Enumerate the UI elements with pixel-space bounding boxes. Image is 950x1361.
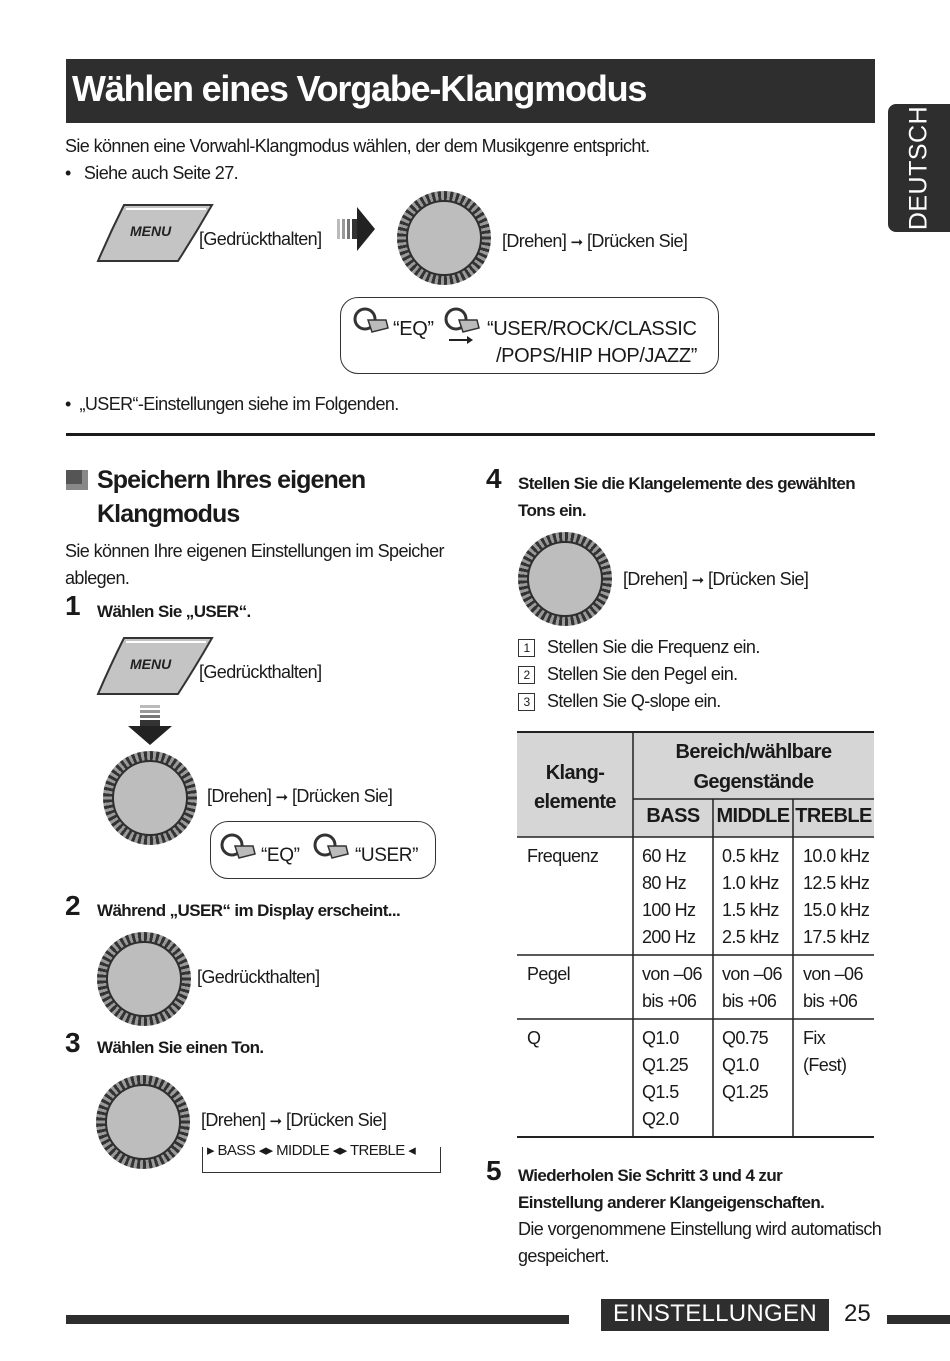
table-row-label: Pegel (527, 964, 571, 984)
page-title: Wählen eines Vorgabe-Klangmodus (72, 68, 647, 109)
step-4-item-1: 1 Stellen Sie die Frequenz ein. (518, 634, 760, 661)
table-head-elements: Klang- elemente (534, 762, 616, 813)
table-row-label: Frequenz (527, 846, 599, 866)
step-1-text: Wählen Sie „USER“. (97, 602, 251, 621)
step-4-line2: Tons ein. (518, 501, 586, 520)
user-label-step1: “USER” (355, 845, 419, 866)
table-head-range: Bereich/wählbare Gegenstände (675, 741, 832, 793)
control-dial-icon (518, 532, 612, 626)
menu-button-icon (96, 636, 214, 696)
table-col-middle: MIDDLE (716, 805, 790, 827)
section-heading-1: Speichern Ihres eigenen (97, 466, 366, 494)
turn-press-step1: [Drehen] ➞ [Drücken Sie] (207, 786, 393, 806)
tone-cycle: ▸ BASS ◂▸ MIDDLE ◂▸ TREBLE ◂ (207, 1142, 416, 1159)
table-cell: 60 Hz 80 Hz 100 Hz 200 Hz (642, 846, 696, 947)
table-col-treble: TREBLE (795, 805, 872, 827)
intro-bullet-text: Siehe auch Seite 27. (83, 163, 239, 183)
step-5-line2: Einstellung anderer Klangeigenschaften. (518, 1193, 825, 1212)
rotate-hand-icon (443, 306, 483, 346)
hold-label-top: [Gedrückthalten] (199, 229, 322, 249)
section-desc-2: ablegen. (65, 568, 130, 588)
rotate-hand-icon (219, 832, 259, 862)
footer-bar-left (66, 1315, 569, 1324)
menu-button-label: MENU (130, 223, 172, 239)
language-tab (888, 104, 950, 232)
footer-bar-right (887, 1315, 950, 1324)
turn-press-step3: [Drehen] ➞ [Drücken Sie] (201, 1110, 387, 1130)
next-arrow-icon (337, 207, 375, 251)
hold-label-step1: [Gedrückthalten] (199, 662, 322, 682)
menu-button-icon (96, 203, 214, 263)
step-5-number: 5 (486, 1155, 502, 1186)
step-1-number: 1 (65, 590, 81, 621)
step-4-item-2: 2 Stellen Sie den Pegel ein. (518, 661, 738, 688)
modes-line1: “USER/ROCK/CLASSIC (487, 318, 697, 340)
turn-press-step4: [Drehen] ➞ [Drücken Sie] (623, 569, 809, 589)
step-4-number: 4 (486, 463, 502, 494)
step-2-text: Während „USER“ im Display erscheint... (97, 901, 401, 920)
table-cell: von –06 bis +06 (803, 964, 863, 1011)
svg-text:MENU: MENU (130, 656, 172, 672)
section-heading-2: Klangmodus (97, 500, 240, 528)
table-cell: 10.0 kHz 12.5 kHz 15.0 kHz 17.5 kHz (803, 846, 870, 947)
press-hand-icon (312, 832, 352, 862)
user-note-text: „USER“-Einstellungen siehe im Folgenden. (79, 394, 399, 414)
language-tab-label: DEUTSCH (904, 105, 933, 231)
table-cell: 0.5 kHz 1.0 kHz 1.5 kHz 2.5 kHz (722, 846, 779, 947)
tone-treble: TREBLE (349, 1142, 405, 1159)
control-dial-icon (97, 932, 191, 1026)
tone-middle: MIDDLE (276, 1142, 330, 1159)
table-cell: von –06 bis +06 (642, 964, 702, 1011)
arrow-right-icon: ➞ (570, 234, 583, 251)
step-5-line4: gespeichert. (518, 1246, 609, 1266)
table-cell: Q0.75 Q1.0 Q1.25 (722, 1028, 769, 1102)
eq-label: “EQ” (393, 318, 434, 340)
down-arrow-icon (128, 705, 172, 745)
modes-line2: /POPS/HIP HOP/JAZZ” (496, 345, 697, 367)
footer-section-label: EINSTELLUNGEN (613, 1300, 817, 1327)
user-note: • „USER“-Einstellungen siehe im Folgenden. (65, 394, 399, 414)
intro-bullet: • Siehe auch Seite 27. (65, 163, 239, 183)
table-row-label: Q (527, 1028, 541, 1048)
section-square-icon (66, 470, 88, 490)
step-4-item-3: 3 Stellen Sie Q-slope ein. (518, 688, 721, 715)
intro-text: Sie können eine Vorwahl-Klangmodus wählen, der dem Musikgenre entspricht. (65, 136, 650, 156)
control-dial-icon (397, 191, 491, 285)
section-desc-1: Sie können Ihre eigenen Einstellungen im Speicher (65, 541, 444, 561)
step-3-number: 3 (65, 1027, 81, 1058)
control-dial-icon (96, 1075, 190, 1169)
table-col-bass: BASS (646, 805, 700, 827)
step-5-line1: Wiederholen Sie Schritt 3 und 4 zur (518, 1166, 783, 1185)
table-cell: von –06 bis +06 (722, 964, 782, 1011)
tone-bass: BASS (217, 1142, 256, 1159)
turn-label: [Drehen] (502, 231, 567, 251)
rotate-hand-icon (352, 306, 392, 336)
step-5-line3: Die vorgenommene Einstellung wird automatisch (518, 1219, 882, 1239)
divider (66, 433, 875, 436)
step-4-line1: Stellen Sie die Klangelemente des gewählten (518, 474, 855, 493)
page-number: 25 (844, 1300, 871, 1327)
eq-label-step1: “EQ” (261, 845, 300, 866)
table-cell: Fix (Fest) (803, 1028, 847, 1075)
control-dial-icon (103, 751, 197, 845)
press-label: [Drücken Sie] (587, 231, 688, 251)
turn-press-top (502, 228, 687, 256)
hold-label-step2: [Gedrückthalten] (197, 967, 320, 987)
step-2-number: 2 (65, 890, 81, 921)
step-3-text: Wählen Sie einen Ton. (97, 1038, 264, 1057)
table-cell: Q1.0 Q1.25 Q1.5 Q2.0 (642, 1028, 689, 1129)
